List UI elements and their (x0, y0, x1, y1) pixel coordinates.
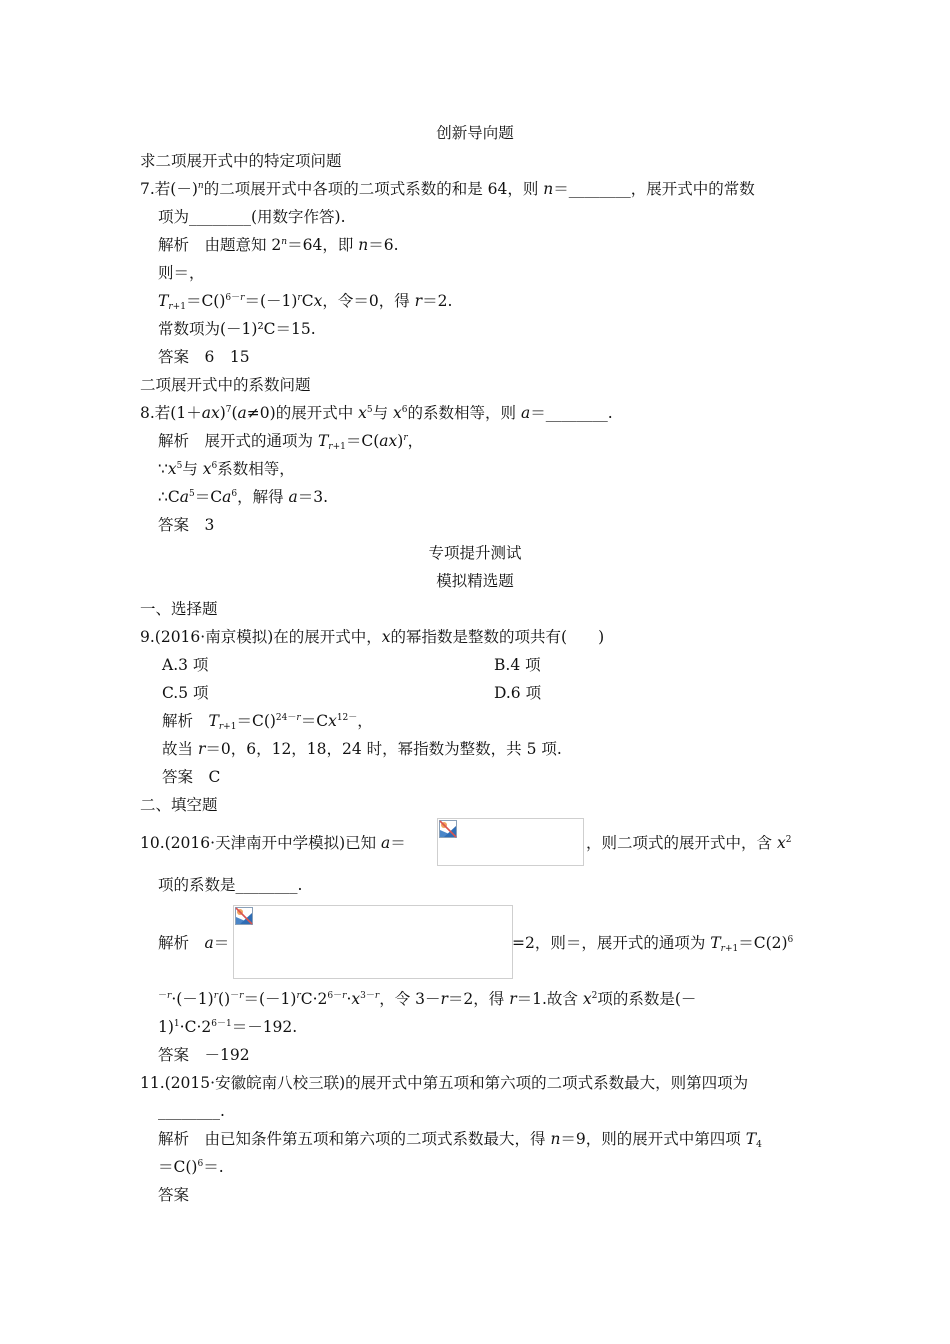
q9-option-b: B.4 项 (494, 656, 541, 674)
q7-solution-3: $T_{r+1}=C()^{6-r}=(-1)^rCx$，令＝0，得 r＝2. (158, 292, 453, 312)
q9-option-c: C.5 项 (162, 684, 209, 702)
q7-answer: 答案 6 15 (158, 348, 250, 366)
q10-line1-left: 10.(2016·天津南开中学模拟)已知 a＝ (140, 834, 406, 852)
q11-solution-2: ＝C()$^6$＝. (158, 1158, 224, 1176)
q10-answer: 答案 －192 (158, 1046, 250, 1064)
section-title-simulation: 模拟精选题 (436, 572, 514, 590)
q8-line1: 8.若$(1+ax)^7(a\ne 0)$的展开式中 $x^5$与 $x^6$的系数相等，则 a＝________. (140, 404, 613, 422)
q9-solution-2: 故当 r＝0，6，12，18，24 时，幂指数为整数，共 5 项. (162, 740, 562, 758)
broken-image-placeholder-2 (233, 905, 513, 979)
q10-solution-1-right: =2，则＝，展开式的通项为 $T_{r+1}=C(2)^6$ (512, 934, 794, 954)
q7-line2: 项为________(用数字作答). (158, 208, 346, 226)
broken-image-icon (439, 820, 457, 838)
part-multiple-choice: 一、选择题 (140, 600, 218, 618)
topic-coefficient: 二项展开式中的系数问题 (140, 376, 311, 394)
q9-answer: 答案 C (162, 768, 221, 786)
q7-solution-1: 解析 由题意知 $2^n=64$，即 n＝6. (158, 236, 399, 254)
broken-image-icon (235, 907, 253, 925)
q8-solution-2: $\because x^5$与 $x^6$系数相等， (158, 460, 295, 478)
broken-image-placeholder (437, 818, 584, 866)
q8-answer: 答案 3 (158, 516, 215, 534)
q9-option-a: A.3 项 (162, 656, 209, 674)
q9-line1: 9.(2016·南京模拟)在的展开式中，x的幂指数是整数的项共有( ) (140, 628, 605, 646)
q10-solution-2: $^{-r}\cdot(-1)^r()^{-r}=(-1)^rC\cdot 2^{6-r}\cdot x^{3-r}$，令 3－r＝2，得 r＝1.故含 $x^2$项的系数是(－ (158, 990, 697, 1008)
q10-solution-1-left: 解析 a＝ (158, 934, 230, 952)
q10-line2: 项的系数是________. (158, 876, 303, 894)
q10-line1-right: ，则二项式的展开式中，含 $x^2$ (586, 834, 792, 852)
q7-line1: 7.若$(-)^n$的二项展开式中各项的二项式系数的和是 64，则 n＝________，展开式中的常数 (140, 180, 755, 198)
topic-specific-term: 求二项展开式中的特定项问题 (140, 152, 342, 170)
q7-solution-2: 则＝， (158, 264, 205, 282)
q10-solution-3: $1)^1\cdot C\cdot 2^{6-1}=-192$. (158, 1018, 298, 1036)
part-fill-in-blank: 二、填空题 (140, 796, 218, 814)
q8-solution-3: $\therefore Ca^5=Ca^6$，解得 a＝3. (158, 488, 329, 506)
section-title-innovation: 创新导向题 (436, 124, 514, 142)
q9-solution-1: 解析 $T_{r+1}=C()^{24-r}=Cx^{12-}$， (162, 712, 373, 732)
q7-solution-4: 常数项为(－1)²C＝15. (158, 320, 316, 338)
q11-solution-1: 解析 由已知条件第五项和第六项的二项式系数最大，得 n＝9，则的展开式中第四项 $T_4$ (158, 1130, 762, 1150)
q8-solution-1: 解析 展开式的通项为 $T_{r+1}=C(ax)^r$， (158, 432, 424, 452)
q11-answer: 答案 (158, 1186, 190, 1204)
q9-option-d: D.6 项 (494, 684, 542, 702)
section-title-improvement: 专项提升测试 (428, 544, 522, 562)
q11-line1: 11.(2015·安徽皖南八校三联)的展开式中第五项和第六项的二项式系数最大，则第四项为 (140, 1074, 749, 1092)
q11-line2: ________. (158, 1102, 225, 1120)
